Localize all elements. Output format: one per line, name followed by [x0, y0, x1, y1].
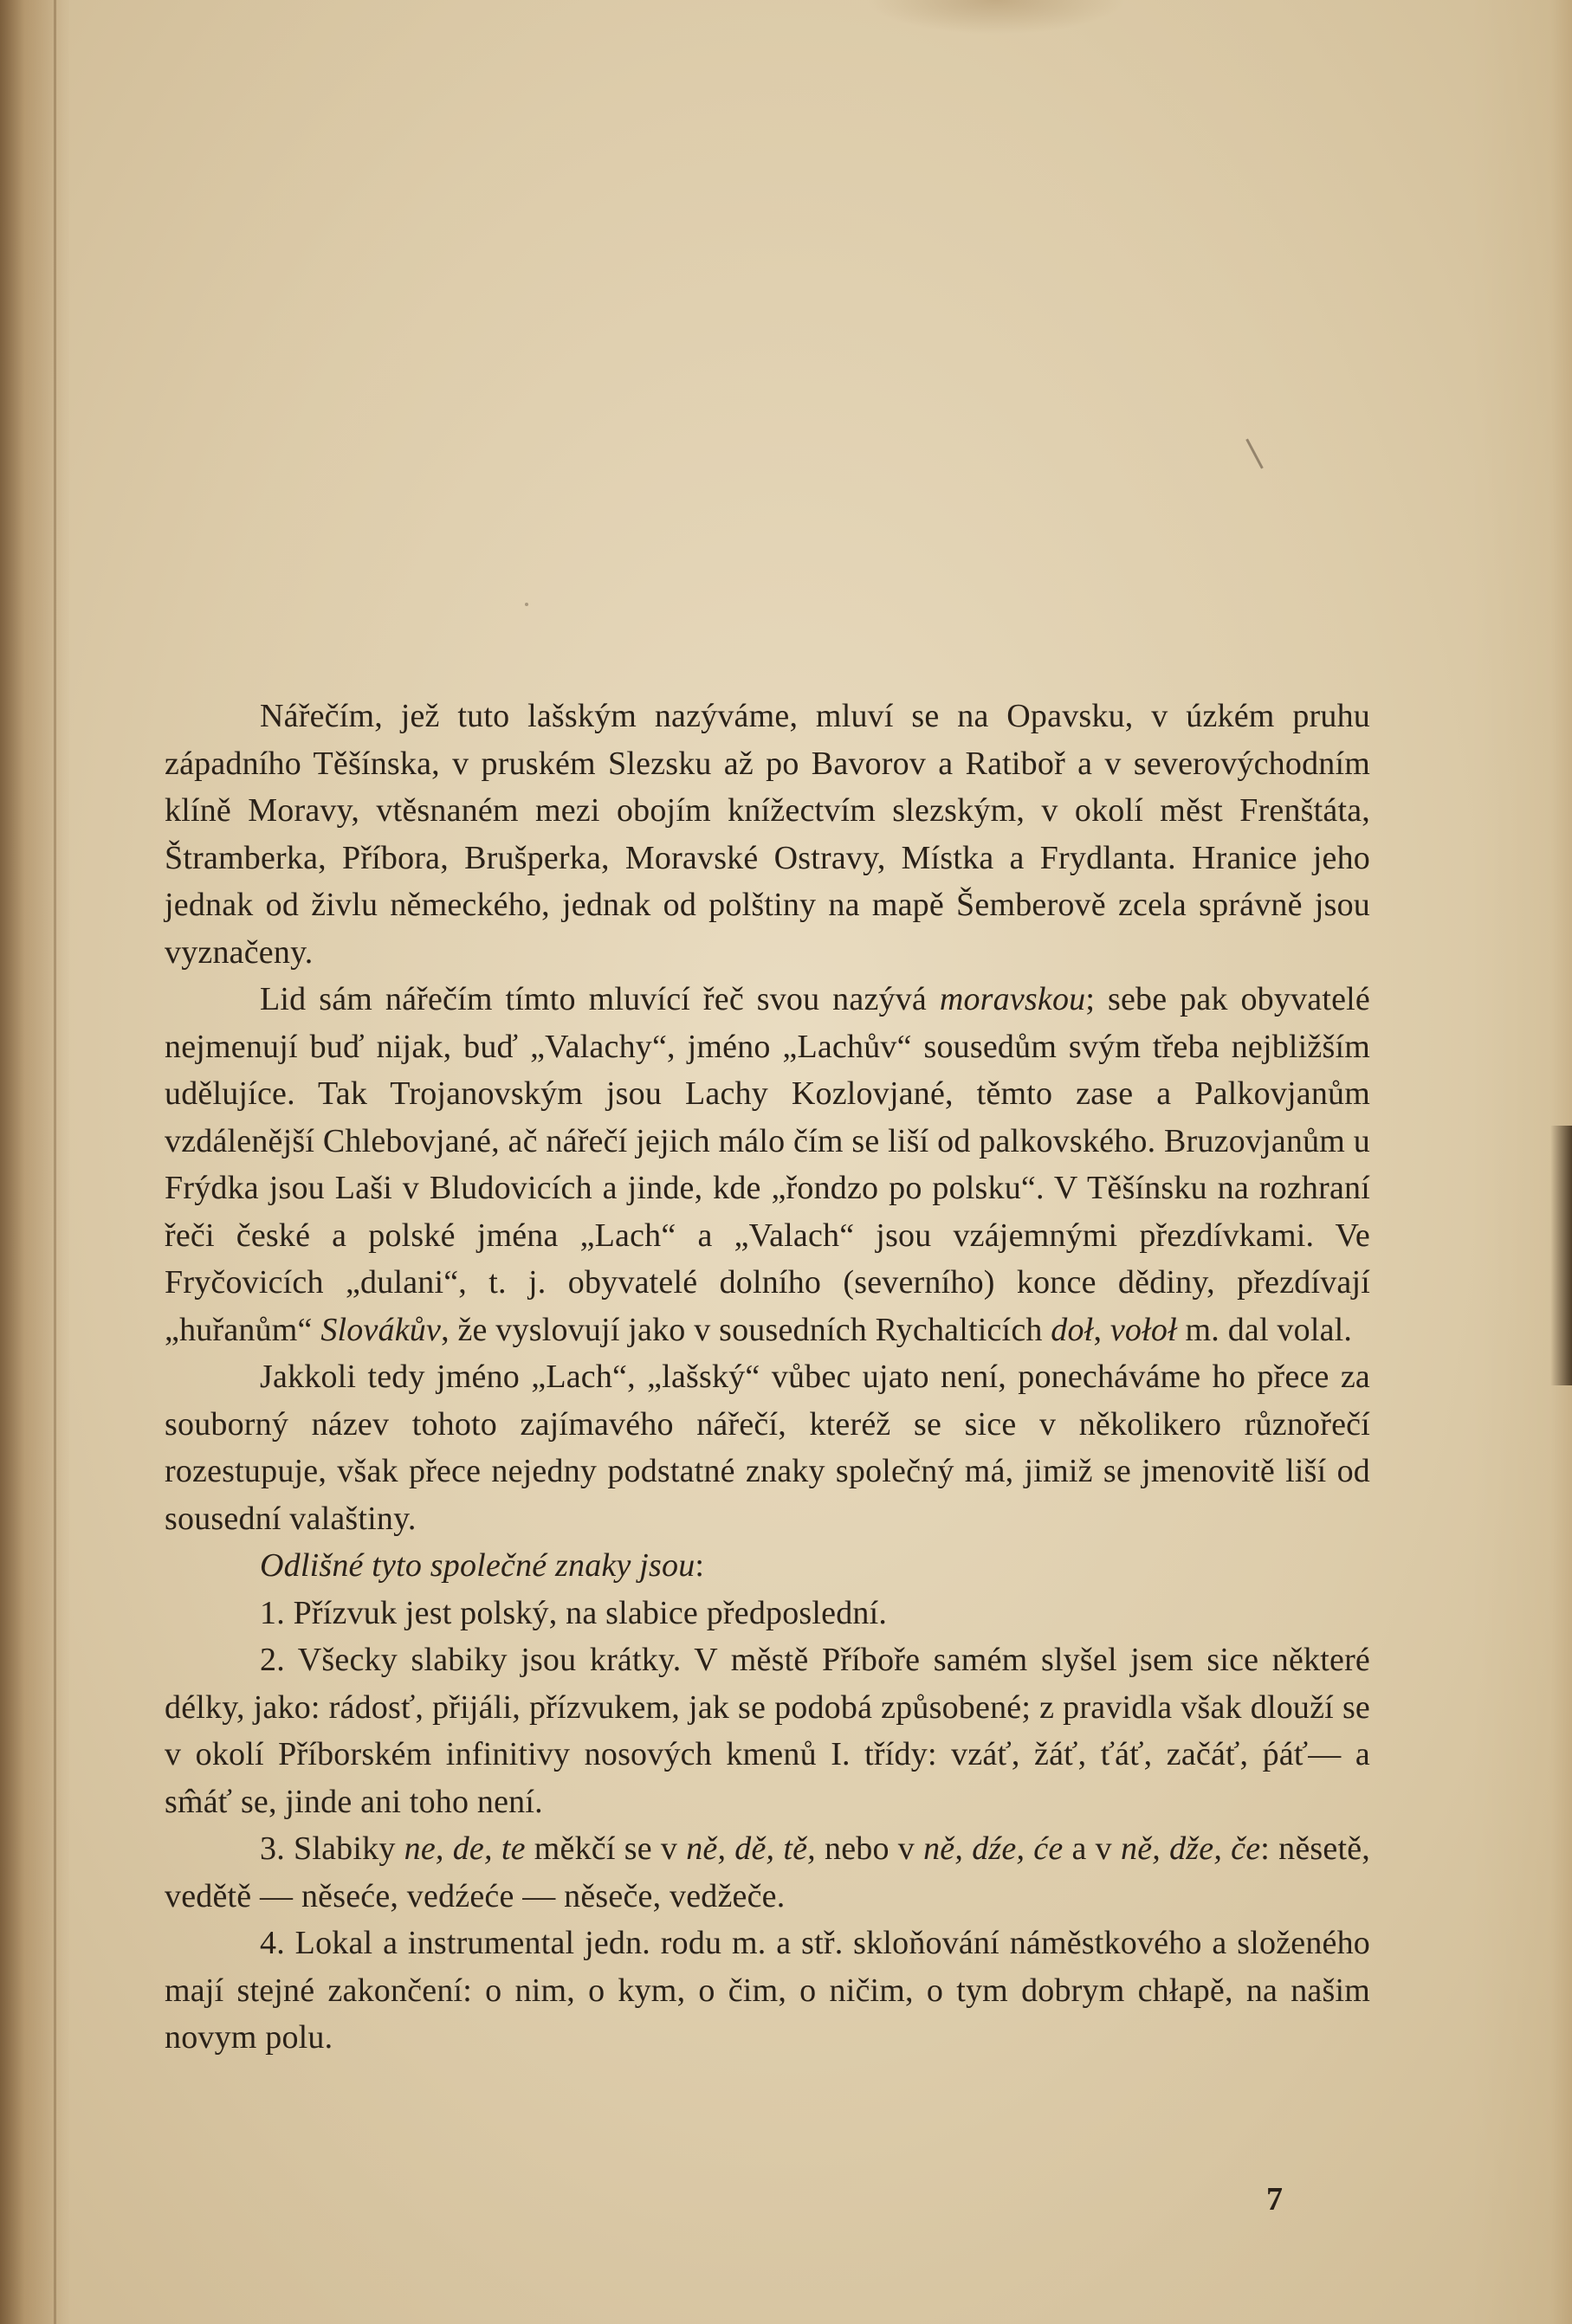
body-text — [165, 693, 1370, 2062]
paragraph-3: Jakkoli tedy jméno „Lach“, „lašský“ vůbec ujato není, ponecháváme ho přece za souborný název tohoto zajímavého nářečí, kteréž se sice v několikero různořečí rozestupuje, však přece nejedny podstatné znaky společný má, jimiž se jmenovitě liší od sousední valaštiny. — [165, 1359, 1370, 1537]
paper-speck — [525, 603, 528, 606]
paragraph-1: Nářečím, jež tuto lašským nazýváme, mluví se na Opavsku, v úzkém pruhu západního Těšínska, v pruském Slezsku až po Bavorov a Ratiboř a v severovýchodním klíně Moravy, vtěsnaném mezi obojím knížectvím slezským, v okolí měst Frenštáta, Štramberka, Příbora, Brušperka, Moravské Ostravy, Místka a Frydlanta. Hranice jeho jednak od živlu německého, jednak od polštiny na mapě Šemberově zcela správně jsou vyznačeny. — [165, 698, 1370, 971]
book-spine-shadow — [0, 0, 69, 2324]
list-item-1: 1. Přízvuk jest polský, na slabice předposlední. — [260, 1594, 888, 1631]
list-item-2: 2. Všecky slabiky jsou krátky. V městě Příboře samém slyšel jsem sice některé délky, jako: rádosť, přijáli, přízvukem, jak se podobá způsobené; z pravidla však dlouží se v okolí Příborském infinitivy nosových kmenů I. třídy: vzáť, žáť, ťáť, začáť, ṕáť— a sm̂áť se, jinde ani toho není. — [165, 1642, 1370, 1820]
page-number: 7 — [1266, 2181, 1283, 2217]
top-stain — [866, 0, 1126, 35]
list-item-3: 3. Slabiky ne, de, te měkčí se v ně, dě, tě, nebo v ně, dźe, će a v ně, dže, če: něsetě, vedětě — něseće, vedźeće — něseče, vedžeče. — [165, 1830, 1370, 1914]
section-heading: Odlišné tyto společné znaky jsou: — [260, 1547, 705, 1584]
paragraph-2: Lid sám nářečím tímto mluvící řeč svou nazývá moravskou; sebe pak obyvatelé nejmenují buď nijak, buď „Valachy“, jméno „Lachův“ sousedům svým třeba nejbližším udělujíce. Tak Trojanovským jsou Lachy Kozlovjané, těmto zase a Palkovjanům vzdálenější Chlebovjané, ač nářečí jejich málo čím se liší od palkovského. Bruzovjanům u Frýdka jsou Laši v Bludovicích a jinde, kde „řondzo po polsku“. V Těšínsku na rozhraní řeči české a polské jména „Lach“ a „Valach“ jsou vzájemnými přezdívkami. Ve Fryčovicích „dulani“, t. j. obyvatelé dolního (severního) konce dědiny, přezdívají „huřanům“ Slovákův, že vyslovují jako v sousedních Rychalticích doł, vołoł m. dal volal. — [165, 981, 1370, 1348]
list-item-4: 4. Lokal a instrumental jedn. rodu m. a stř. skloňování náměstkového a složeného mají stejné zakončení: o nim, o kym, o čim, o ničim, o tym dobrym chłapě, na našim novym polu. — [165, 1925, 1370, 2056]
right-edge-shadow — [1550, 1126, 1572, 1385]
gutter-line — [54, 0, 56, 2324]
